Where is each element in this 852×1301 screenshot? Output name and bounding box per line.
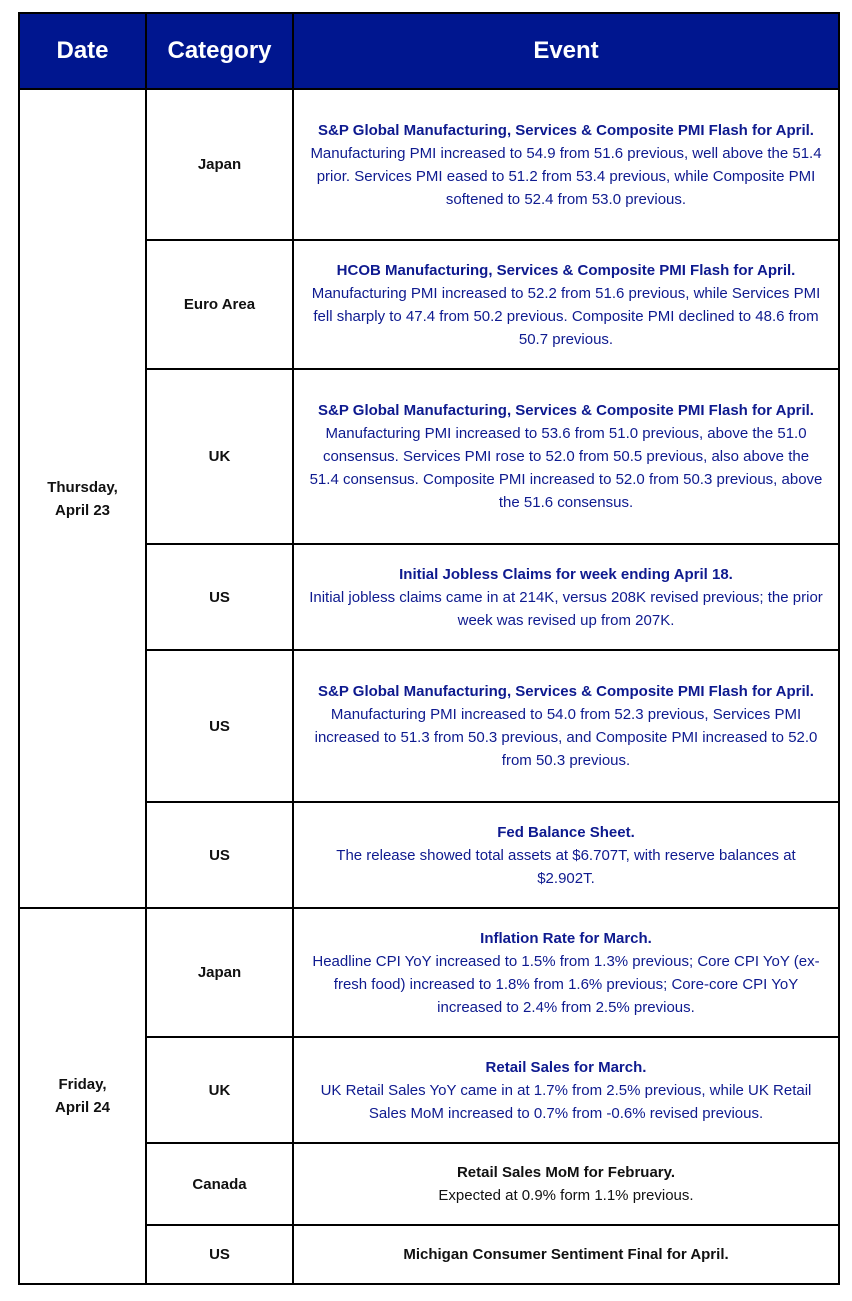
table-row bbox=[19, 908, 839, 1037]
header-event: Event bbox=[293, 13, 839, 89]
event-cell bbox=[293, 544, 839, 650]
category-cell: Japan bbox=[146, 908, 293, 1037]
event-description: Manufacturing PMI increased to 54.0 from 52.3 previous, Services PMI increased to 51.3 from 50.3 previous, and Composite PMI increased to 52.0 from 50.3 previous. bbox=[314, 706, 818, 769]
date-cell-thursday bbox=[19, 89, 146, 908]
event-title: Retail Sales for March. bbox=[485, 1058, 647, 1076]
category-cell: Japan bbox=[146, 89, 293, 240]
category-cell: Canada bbox=[146, 1143, 293, 1225]
date-line-1: Friday, bbox=[58, 1076, 107, 1093]
event-description: The release showed total assets at $6.707T, with reserve balances at $2.902T. bbox=[336, 846, 796, 887]
date-line-2: April 24 bbox=[54, 1099, 111, 1116]
event-title: Inflation Rate for March. bbox=[480, 929, 652, 947]
event-description: Manufacturing PMI increased to 53.6 from 51.0 previous, above the 51.0 consensus. Services PMI rose to 52.0 from 50.5 previous, also above the 51.4 consensus. Composite PMI increased to 52.0 from 50.3 previous, above the 51.6 consensus. bbox=[309, 425, 823, 511]
event-cell bbox=[293, 89, 839, 240]
event-title: S&P Global Manufacturing, Services & Composite PMI Flash for April. bbox=[318, 402, 814, 419]
header-date: Date bbox=[19, 13, 146, 89]
event-description: Initial jobless claims came in at 214K, versus 208K revised previous; the prior week was revised up from 207K. bbox=[309, 588, 823, 629]
category-cell: US bbox=[146, 544, 293, 650]
category-cell: US bbox=[146, 802, 293, 908]
event-cell bbox=[293, 802, 839, 908]
event-description: UK Retail Sales YoY came in at 1.7% from 2.5% previous, while UK Retail Sales MoM increased to 0.7% from -0.6% revised previous. bbox=[320, 1081, 812, 1122]
date-line-1: Thursday, bbox=[47, 478, 118, 496]
table-row bbox=[19, 89, 839, 240]
event-description: Headline CPI YoY increased to 1.5% from 1.3% previous; Core CPI YoY (ex-fresh food) increased to 1.8% from 1.6% previous; Core-core CPI YoY increased to 2.4% from 2.5% previous. bbox=[312, 952, 820, 1016]
table-header-row bbox=[19, 13, 839, 89]
event-title: Michigan Consumer Sentiment Final for April. bbox=[403, 1246, 729, 1263]
event-cell bbox=[293, 369, 839, 544]
category-cell: Euro Area bbox=[146, 240, 293, 369]
event-title: Fed Balance Sheet. bbox=[497, 823, 635, 841]
date-cell-friday bbox=[19, 908, 146, 1284]
event-description: Manufacturing PMI increased to 52.2 from 51.6 previous, while Services PMI fell sharply to 47.4 from 50.2 previous. Composite PMI declined to 48.6 from 50.7 previous. bbox=[311, 284, 821, 348]
event-cell bbox=[293, 240, 839, 369]
event-cell bbox=[293, 1225, 839, 1284]
event-cell bbox=[293, 1037, 839, 1143]
category-cell: US bbox=[146, 1225, 293, 1284]
event-title: Retail Sales MoM for February. bbox=[456, 1164, 676, 1181]
event-title: S&P Global Manufacturing, Services & Composite PMI Flash for April. bbox=[318, 683, 814, 700]
category-cell: UK bbox=[146, 369, 293, 544]
event-description: Expected at 0.9% form 1.1% previous. bbox=[438, 1187, 694, 1204]
event-description: Manufacturing PMI increased to 54.9 from 51.6 previous, well above the 51.4 prior. Services PMI eased to 51.2 from 53.4 previous, while Composite PMI softened to 52.4 from 53.0 previous. bbox=[310, 144, 822, 208]
event-cell bbox=[293, 650, 839, 802]
date-line-2: April 23 bbox=[54, 501, 111, 519]
category-cell: US bbox=[146, 650, 293, 802]
economic-calendar-table bbox=[18, 12, 840, 1285]
event-cell bbox=[293, 908, 839, 1037]
event-title: Initial Jobless Claims for week ending April 18. bbox=[399, 565, 733, 583]
event-cell bbox=[293, 1143, 839, 1225]
event-title: S&P Global Manufacturing, Services & Composite PMI Flash for April. bbox=[318, 121, 814, 139]
header-category: Category bbox=[146, 13, 293, 89]
event-title: HCOB Manufacturing, Services & Composite PMI Flash for April. bbox=[336, 261, 796, 279]
category-cell: UK bbox=[146, 1037, 293, 1143]
